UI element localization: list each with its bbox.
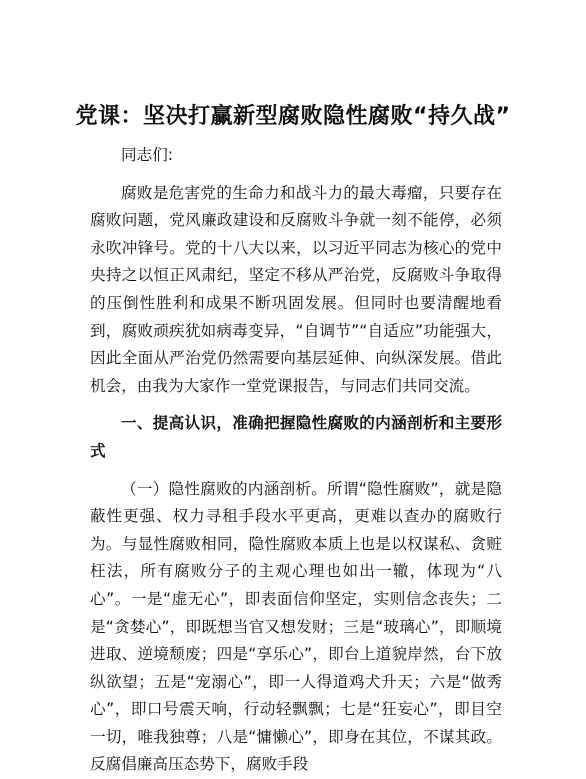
- document-title: 党课：坚决打赢新型腐败隐性腐败“持久战”: [75, 104, 511, 129]
- section-heading-1: 一、提高认识，准确把握隐性腐败的内涵剖析和主要形式: [90, 414, 502, 460]
- salutation: 同志们:: [121, 146, 174, 164]
- document-body: [90, 142, 502, 779]
- paragraph-intro: 腐败是危害党的生命力和战斗力的最大毒瘤，只要存在腐败问题，党风廉政建设和反腐败斗争就一刻不能停，必须永吹冲锋号。党的十八大以来，以习近平同志为核心的党中央持之以恒正风肃纪，坚定不移从严治党，反腐败斗争取得的压倒性胜利和成果不断巩固发展。但同时也要清醒地看到，腐败顽疾犹如病毒变异，“自调节”“自适应”功能强大，因此全面从严治党仍然需要向基层延伸、向纵深发展。借此机会，由我为大家作一堂党课报告，与同志们共同交流。: [90, 183, 502, 395]
- paragraph-hidden-corruption-definition: （一）隐性腐败的内涵剖析。所谓“隐性腐败”，就是隐蔽性更强、权力寻租手段水平更高，更难以查办的腐败行为。与显性腐败相同，隐性腐败本质上也是以权谋私、贪赃枉法，所有腐败分子的主观心理也如出一辙，体现为“八心”。一是“虚无心”，即表面信仰坚定，实则信念丧失；二是“贪婪心”，即既想当官又想发财；三是“玻璃心”，即顺境进取、逆境颓废；四是“享乐心”，即台上道貌岸然，台下放纵欲望；五是“宠溺心”，即一人得道鸡犬升天；六是“做秀心”，即口号震天响，行动轻飘飘；七是“狂妄心”，即目空一切，唯我独尊；八是“慵懒心”，即身在其位，不谋其政。反腐倡廉高压态势下，腐败手段: [90, 479, 502, 774]
